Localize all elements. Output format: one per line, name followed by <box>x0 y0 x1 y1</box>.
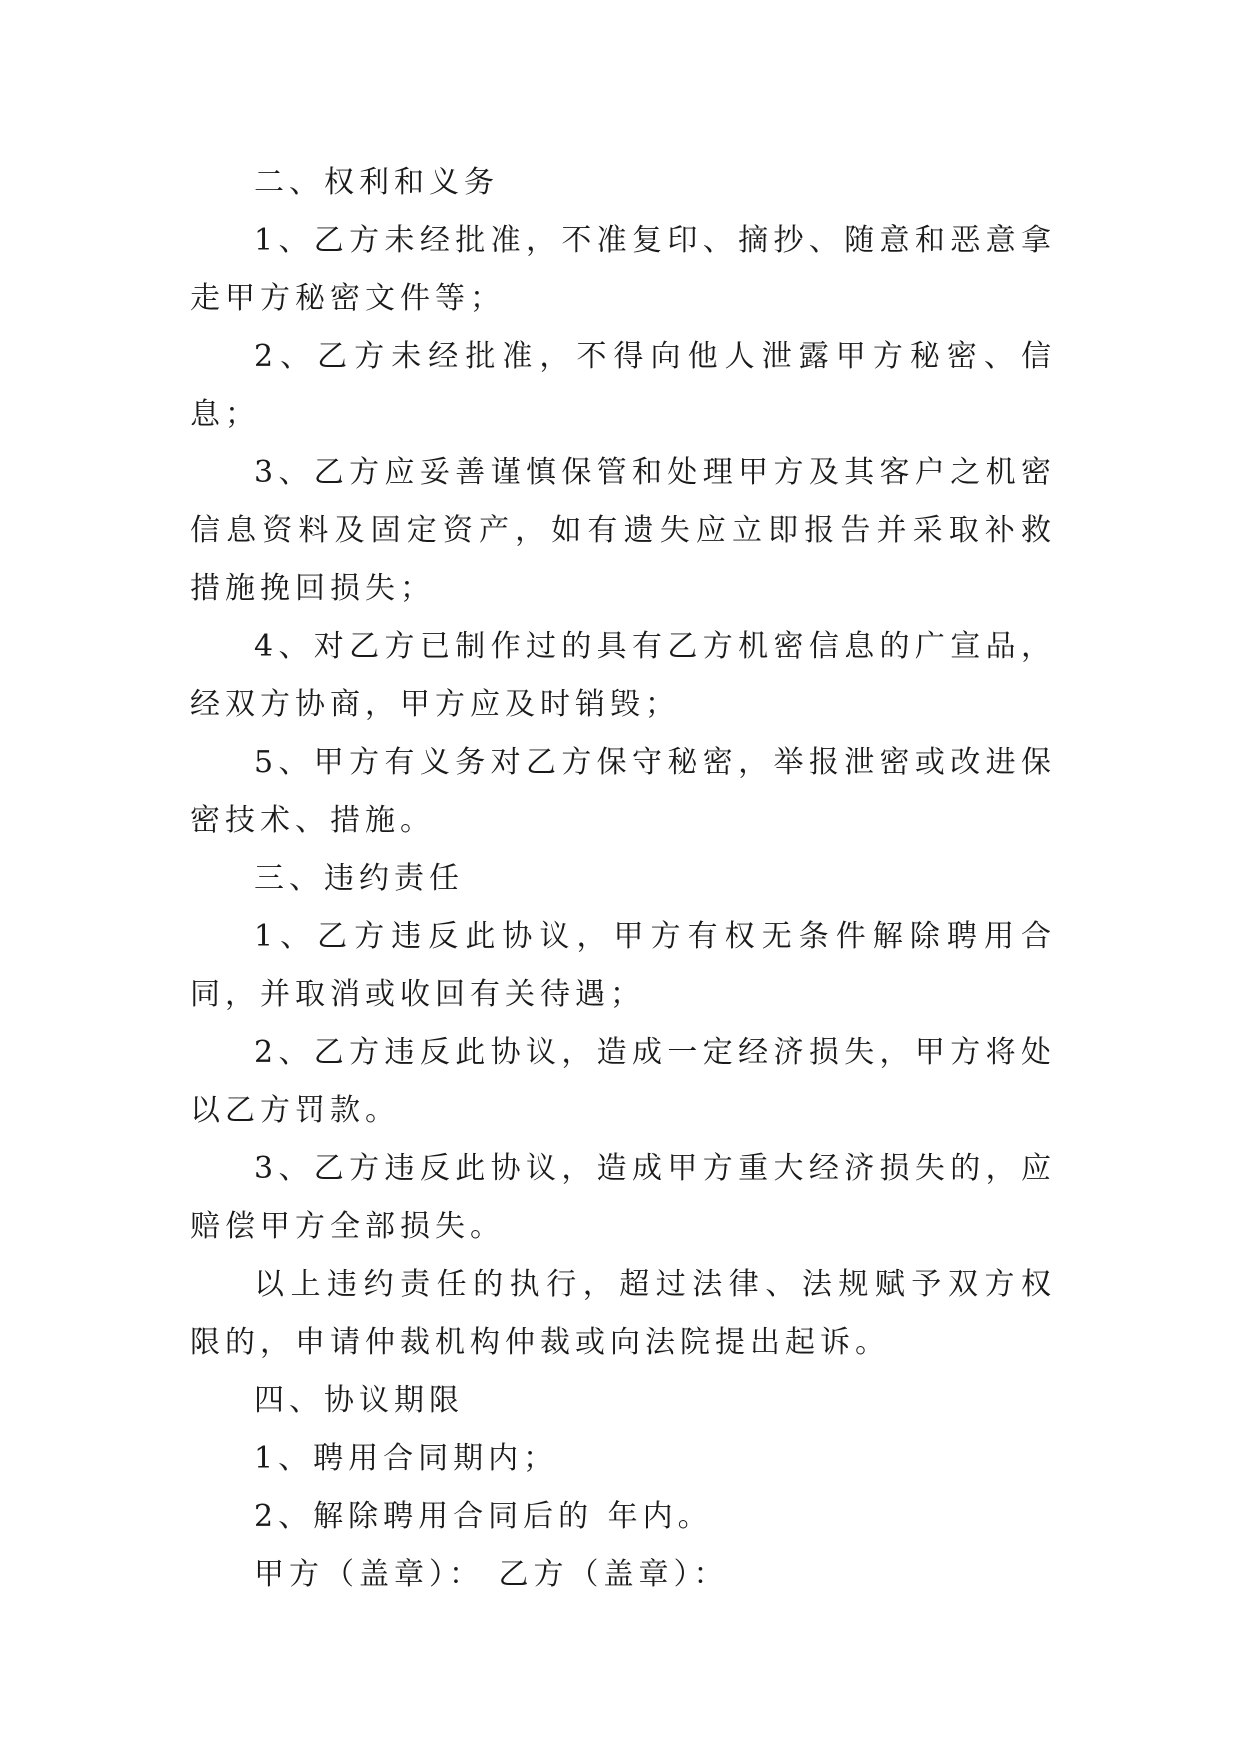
clause-4-1: 1、聘用合同期内； <box>254 1441 559 1476</box>
clause-4-2: 2、解除聘用合同后的 年内。 <box>254 1499 713 1534</box>
party-b-seal: 乙方（盖章）： <box>498 1557 729 1592</box>
clause-3-note: 以上违约责任的执行，超过法律、法规赋予双方权限的，申请仲裁机构仲裁或向法院提出起诉。 <box>190 1267 1056 1360</box>
clause-3-3: 3、乙方违反此协议，造成甲方重大经济损失的，应赔偿甲方全部损失。 <box>190 1151 1056 1244</box>
clause-3-2: 2、乙方违反此协议，造成一定经济损失，甲方将处以乙方罚款。 <box>190 1035 1056 1128</box>
clause-2-4: 4、对乙方已制作过的具有乙方机密信息的广宣品，经双方协商，甲方应及时销毁； <box>190 629 1056 722</box>
section-heading-rights: 二、权利和义务 <box>254 165 499 200</box>
clause-2-5: 5、甲方有义务对乙方保守秘密，举报泄密或改进保密技术、措施。 <box>190 745 1056 838</box>
clause-2-3: 3、乙方应妥善谨慎保管和处理甲方及其客户之机密信息资料及固定资产，如有遗失应立即报告并采取补救措施挽回损失； <box>190 455 1056 606</box>
party-a-seal: 甲方（盖章）： <box>254 1557 484 1592</box>
clause-2-1: 1、乙方未经批准，不准复印、摘抄、随意和恶意拿走甲方秘密文件等； <box>190 223 1056 316</box>
clause-3-1: 1、乙方违反此协议，甲方有权无条件解除聘用合同，并取消或收回有关待遇； <box>190 919 1056 1012</box>
section-heading-term: 四、协议期限 <box>254 1383 464 1418</box>
clause-2-2: 2、乙方未经批准，不得向他人泄露甲方秘密、信息； <box>190 339 1056 432</box>
signature-line <box>190 1546 1056 1604</box>
section-heading-liability: 三、违约责任 <box>254 861 464 896</box>
document-page <box>190 154 1056 1604</box>
